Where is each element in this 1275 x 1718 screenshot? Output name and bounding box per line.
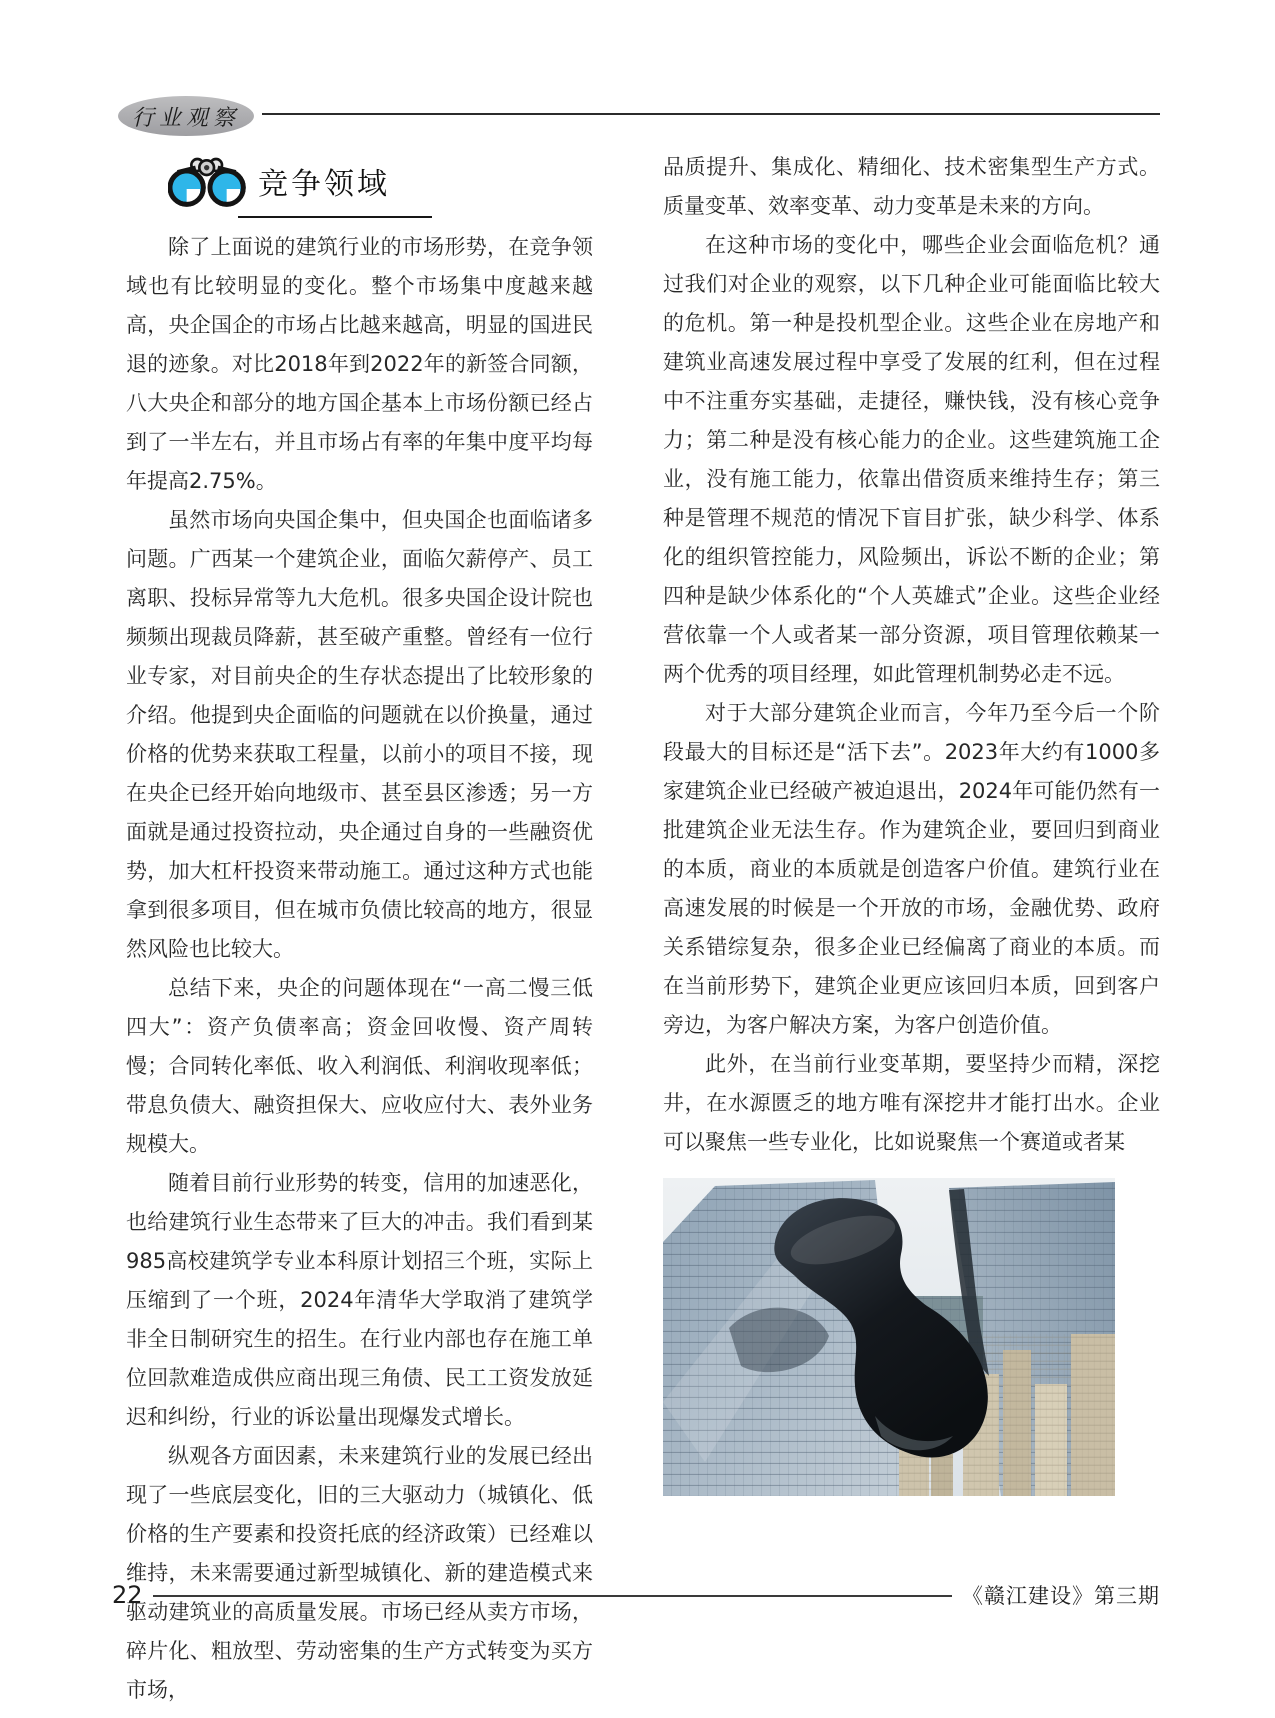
column-label: 行业观察 xyxy=(131,105,240,131)
paragraph: 对于大部分建筑企业而言，今年乃至今后一个阶段最大的目标还是“活下去”。2023年大约有1000多家建筑企业已经破产被迫退出，2024年可能仍然有一批建筑企业无法生存。作为建筑企业，要回归到商业的本质，商业的本质就是创造客户价值。建筑行业在高速发展的时候是一个开放的市场，金融优势、政府关系错综复杂，很多企业已经偏离了商业的本质。而在当前形势下，建筑企业更应该回归本质，回到客户旁边，为客户解决方案，为客户创造价值。 xyxy=(663,701,1160,1037)
paragraph: 随着目前行业形势的转变，信用的加速恶化，也给建筑行业生态带来了巨大的冲击。我们看到某985高校建筑学专业本科原计划招三个班，实际上压缩到了一个班，2024年清华大学取消了建筑学非全日制研究生的招生。在行业内部也存在施工单位回款难造成供应商出现三角债、民工工资发放延迟和纠纷，行业的诉讼量出现爆发式增长。 xyxy=(126,1171,593,1429)
paragraph: 虽然市场向央国企集中，但央国企也面临诸多问题。广西某一个建筑企业，面临欠薪停产、员工离职、投标异常等九大危机。很多央国企设计院也频频出现裁员降薪，甚至破产重整。曾经有一位行业专家，对目前央企的生存状态提出了比较形象的介绍。他提到央企面临的问题就在以价换量，通过价格的优势来获取工程量，以前小的项目不接，现在央企已经开始向地级市、甚至县区渗透；另一方面就是通过投资拉动，央企通过自身的一些融资优势，加大杠杆投资来带动施工。通过这种方式也能拿到很多项目，但在城市负债比较高的地方，很显然风险也比较大。 xyxy=(126,508,593,961)
paragraph: 此外，在当前行业变革期，要坚持少而精，深挖井，在水源匮乏的地方唯有深挖井才能打出水。企业可以聚焦一些专业化，比如说聚焦一个赛道或者某 xyxy=(663,1052,1160,1154)
right-column xyxy=(663,148,1160,1496)
binoculars-icon xyxy=(168,154,248,208)
paragraph: 总结下来，央企的问题体现在“一高二慢三低四大”：资产负债率高；资金回收慢、资产周转慢；合同转化率低、收入利润低、利润收现率低；带息负债大、融资担保大、应收应付大、表外业务规模大。 xyxy=(126,976,593,1156)
paragraph: 在这种市场的变化中，哪些企业会面临危机？通过我们对企业的观察，以下几种企业可能面临比较大的危机。第一种是投机型企业。这些企业在房地产和建筑业高速发展过程中享受了发展的红利，但在过程中不注重夯实基础，走捷径，赚快钱，没有核心竞争力；第二种是没有核心能力的企业。这些建筑施工企业，没有施工能力，依靠出借资质来维持生存；第三种是管理不规范的情况下盲目扩张，缺少科学、体系化的组织管控能力，风险频出，诉讼不断的企业；第四种是缺少体系化的“个人英雄式”企业。这些企业经营依靠一个人或者某一部分资源，项目管理依赖某一两个优秀的项目经理，如此管理机制势必走不远。 xyxy=(663,233,1160,686)
journal-title: 《赣江建设》第三期 xyxy=(962,1584,1160,1608)
section-title: 竞争领域 xyxy=(258,167,390,202)
paragraph: 品质提升、集成化、精细化、技术密集型生产方式。质量变革、效率变革、动力变革是未来的方向。 xyxy=(663,155,1160,218)
page-number: 22 xyxy=(112,1581,143,1609)
footer-rule xyxy=(153,1595,952,1597)
section-head xyxy=(168,154,390,208)
paragraph: 纵观各方面因素，未来建筑行业的发展已经出现了一些底层变化，旧的三大驱动力（城镇化、低价格的生产要素和投资托底的经济政策）已经难以维持，未来需要通过新型城镇化、新的建造模式来驱动建筑业的高质量发展。市场已经从卖方市场，碎片化、粗放型、劳动密集的生产方式转变为买方市场， xyxy=(126,1444,593,1702)
paragraph: 除了上面说的建筑行业的市场形势，在竞争领域也有比较明显的变化。整个市场集中度越来越高，央企国企的市场占比越来越高，明显的国进民退的迹象。对比2018年到2022年的新签合同额，八大央企和部分的地方国企基本上市场份额已经占到了一半左右，并且市场占有率的年集中度平均每年提高2.75%。 xyxy=(126,235,593,493)
left-column xyxy=(126,228,593,1710)
section-title-underline xyxy=(238,216,432,218)
page-footer xyxy=(112,1580,1160,1610)
column-label-badge xyxy=(118,96,254,136)
building-photo xyxy=(663,1178,1115,1496)
header-rule xyxy=(262,113,1160,115)
